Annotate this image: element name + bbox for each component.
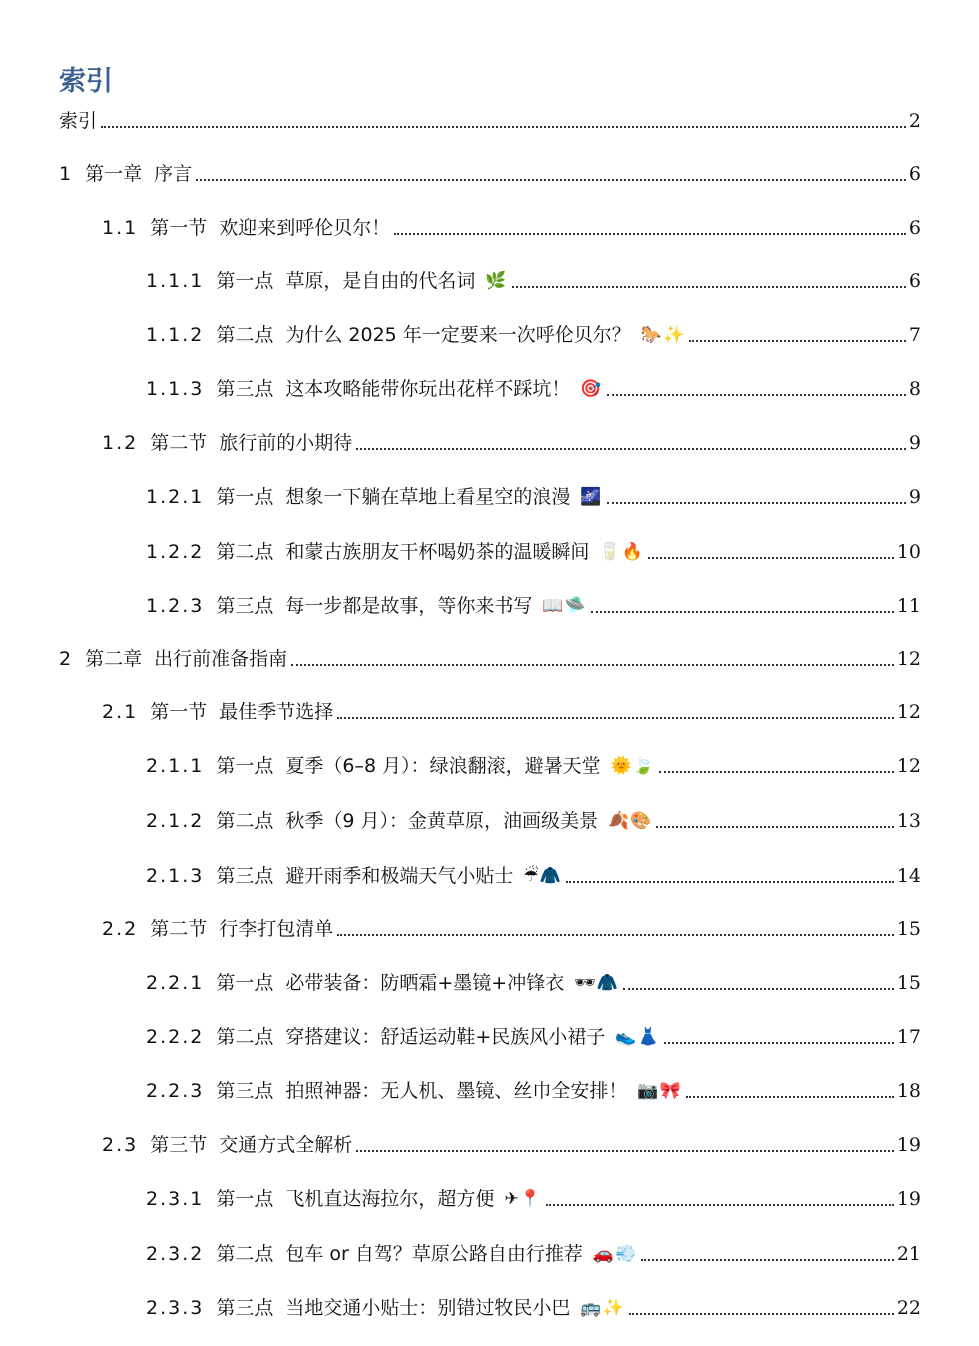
emoji-icon: 🌞🍃 <box>610 756 655 776</box>
toc-entry-title <box>146 322 685 348</box>
toc-entry-text: 序言 <box>154 163 193 185</box>
toc-entry-text: 最佳季节选择 <box>219 701 334 723</box>
toc-entry-text: 飞机直达海拉尔，超方便 <box>285 1188 495 1210</box>
toc-entry[interactable] <box>59 695 921 725</box>
dot-leader <box>656 826 893 828</box>
toc-page-number: 13 <box>896 810 921 832</box>
toc-entry-label: 第二点 <box>216 1026 274 1048</box>
toc-entry-number: 1.2.3 <box>146 595 205 617</box>
toc-entry-label: 第三点 <box>216 1080 274 1102</box>
toc-page-number: 10 <box>896 541 921 563</box>
toc-entry-text: 避开雨季和极端天气小贴士 <box>285 865 514 887</box>
toc-page-number: 14 <box>896 865 921 887</box>
toc-entry-title <box>146 1295 625 1321</box>
toc-page-number: 15 <box>896 972 921 994</box>
toc-page-number: 18 <box>896 1080 921 1102</box>
dot-leader <box>607 394 906 396</box>
toc-entry-number: 2.2.3 <box>146 1080 205 1102</box>
toc-entry-text: 当地交通小贴士：别错过牧民小巴 <box>285 1297 571 1319</box>
toc-page-number: 6 <box>908 217 921 239</box>
toc-entry[interactable] <box>59 104 921 134</box>
toc-entry-title <box>102 215 390 241</box>
toc-entry-title <box>59 161 192 187</box>
toc-entry-title <box>146 1241 637 1267</box>
emoji-icon: 🚗💨 <box>592 1244 638 1264</box>
toc-entry-title <box>146 970 619 996</box>
toc-page-number: 9 <box>908 432 921 454</box>
toc-entry-label: 第三点 <box>216 595 274 617</box>
toc-entry-label: 第一节 <box>150 217 208 239</box>
toc-entry-number: 1.2.2 <box>146 541 205 563</box>
toc-entry-text: 拍照神器：无人机、墨镜、丝巾全安排！ <box>285 1080 628 1102</box>
emoji-icon: 👟👗 <box>615 1027 660 1047</box>
toc-entry-label: 第二点 <box>216 324 274 346</box>
toc-entry[interactable] <box>59 966 921 996</box>
dot-leader <box>512 286 906 288</box>
toc-entry-text: 旅行前的小期待 <box>219 432 353 454</box>
toc-entry[interactable] <box>59 589 921 619</box>
toc-entry[interactable] <box>59 1291 921 1321</box>
toc-page-number: 6 <box>908 270 921 292</box>
toc-entry[interactable] <box>59 804 921 834</box>
toc-entry-label: 第一点 <box>216 486 274 508</box>
dot-leader <box>641 1259 894 1261</box>
toc-entry-label: 第一点 <box>216 1188 274 1210</box>
toc-entry-text: 为什么 2025 年一定要来一次呼伦贝尔？ <box>285 324 631 346</box>
toc-entry[interactable] <box>59 1074 921 1104</box>
dot-leader <box>291 664 894 666</box>
toc-page-number: 8 <box>908 378 921 400</box>
dot-leader <box>623 988 894 990</box>
toc-entry-label: 第三点 <box>216 1297 274 1319</box>
toc-entry-title <box>146 1078 682 1104</box>
toc-entry[interactable] <box>59 749 921 779</box>
toc-entry-title <box>146 484 603 510</box>
toc-entry-number: 1.1.1 <box>146 270 205 292</box>
toc-entry-number: 1.1 <box>102 217 139 239</box>
toc-entry[interactable] <box>59 1237 921 1267</box>
dot-leader <box>591 611 894 613</box>
dot-leader <box>394 233 906 235</box>
toc-entry-number: 1.1.3 <box>146 378 205 400</box>
toc-entry-label: 第二点 <box>216 1243 274 1265</box>
toc-entry[interactable] <box>59 480 921 510</box>
emoji-icon: 🎯 <box>580 379 603 399</box>
toc-page-number: 11 <box>896 595 921 617</box>
toc-entry-title <box>59 646 287 672</box>
toc-entry-label: 第三点 <box>216 865 274 887</box>
emoji-icon: ✈📍 <box>504 1189 542 1209</box>
toc-entry-title <box>102 916 333 942</box>
toc-page-number: 12 <box>896 755 921 777</box>
dot-leader <box>607 502 906 504</box>
emoji-icon: 🥛🔥 <box>599 542 644 562</box>
toc-page-number: 6 <box>908 163 921 185</box>
toc-entry-label: 第一点 <box>216 972 274 994</box>
toc-page-number: 12 <box>896 701 921 723</box>
toc-entry[interactable] <box>59 264 921 294</box>
toc-entry[interactable] <box>59 372 921 402</box>
toc-entry-text: 每一步都是故事，等你来书写 <box>285 595 533 617</box>
toc-entry-text: 包车 or 自驾？草原公路自由行推荐 <box>285 1243 583 1265</box>
dot-leader <box>659 771 894 773</box>
dot-leader <box>196 179 906 181</box>
toc-page-number: 9 <box>908 486 921 508</box>
toc-page-number: 21 <box>896 1243 921 1265</box>
dot-leader <box>689 340 906 342</box>
toc-entry-label: 第三节 <box>150 1134 208 1156</box>
dot-leader <box>686 1096 894 1098</box>
toc-entry-text: 欢迎来到呼伦贝尔！ <box>219 217 391 239</box>
dot-leader <box>337 717 894 719</box>
toc-entry[interactable] <box>59 912 921 942</box>
toc-entry-number: 2.1.1 <box>146 755 205 777</box>
toc-entry-label: 第二节 <box>150 918 208 940</box>
toc-entry-text: 穿搭建议：舒适运动鞋+民族风小裙子 <box>285 1026 606 1048</box>
toc-entry-text: 出行前准备指南 <box>154 648 288 670</box>
dot-leader <box>337 934 894 936</box>
toc-entry-label: 第一节 <box>150 701 208 723</box>
toc-entry-title <box>59 108 97 134</box>
toc-entry-text: 这本攻略能带你玩出花样不踩坑！ <box>285 378 571 400</box>
toc-entry-title <box>102 1132 352 1158</box>
toc-page-number: 19 <box>896 1188 921 1210</box>
toc-entry-text: 秋季（9 月）：金黄草原，油画级美景 <box>285 810 599 832</box>
toc-entry-title <box>146 1024 660 1050</box>
toc-page-number: 12 <box>896 648 921 670</box>
dot-leader <box>566 881 894 883</box>
dot-leader <box>546 1204 894 1206</box>
toc-entry-title <box>146 593 587 619</box>
emoji-icon: 🌌 <box>580 487 603 507</box>
dot-leader <box>664 1042 894 1044</box>
toc-entry-title <box>146 863 562 889</box>
toc-entry-label: 第一点 <box>216 270 274 292</box>
toc-entry-title <box>146 376 603 402</box>
toc-entry[interactable] <box>59 211 921 241</box>
toc-entry-text: 想象一下躺在草地上看星空的浪漫 <box>285 486 571 508</box>
toc-entry-number: 1 <box>59 163 74 185</box>
page-title: 索引 <box>59 66 113 97</box>
toc-entry-label: 第二点 <box>216 541 274 563</box>
toc-entry-number: 2.2 <box>102 918 139 940</box>
toc-page-number: 17 <box>896 1026 921 1048</box>
toc-entry-label: 第三点 <box>216 378 274 400</box>
toc-entry-text: 和蒙古族朋友干杯喝奶茶的温暖瞬间 <box>285 541 590 563</box>
dot-leader <box>648 557 894 559</box>
toc-entry-title <box>146 1186 542 1212</box>
emoji-icon: 🍂🎨 <box>608 811 653 831</box>
toc-entry-number: 2.3.3 <box>146 1297 205 1319</box>
toc-entry-text: 草原，是自由的代名词 <box>285 270 476 292</box>
toc-entry-label: 第二章 <box>85 648 143 670</box>
emoji-icon: 🕶🧥 <box>574 973 619 993</box>
toc-entry-title <box>146 539 644 565</box>
toc-entry[interactable] <box>59 426 921 456</box>
toc-entry-number: 1.1.2 <box>146 324 205 346</box>
toc-entry-label: 第一章 <box>85 163 143 185</box>
toc-entry-title <box>146 808 652 834</box>
emoji-icon: 🌿 <box>485 271 508 291</box>
toc-entry-text: 行李打包清单 <box>219 918 334 940</box>
toc-page-number: 22 <box>896 1297 921 1319</box>
toc-page-number: 2 <box>908 110 921 132</box>
toc-entry-text: 夏季（6–8 月）：绿浪翻滚，避暑天堂 <box>285 755 601 777</box>
toc-entry-number: 2.3.2 <box>146 1243 205 1265</box>
toc-entry-number: 1.2.1 <box>146 486 205 508</box>
toc-entry-title <box>102 430 352 456</box>
dot-leader <box>629 1313 894 1315</box>
toc-entry-number: 2.3.1 <box>146 1188 205 1210</box>
toc-entry-label: 第二节 <box>150 432 208 454</box>
toc-entry-number: 2.2.2 <box>146 1026 205 1048</box>
toc-entry-number: 2.1.3 <box>146 865 205 887</box>
emoji-icon: 📖🛸 <box>542 596 587 616</box>
toc-entry-number: 2 <box>59 648 74 670</box>
toc-entry[interactable] <box>59 157 921 187</box>
dot-leader <box>101 126 906 128</box>
toc-entry[interactable] <box>59 859 921 889</box>
toc-entry-title <box>102 699 333 725</box>
toc-entry-text: 索引 <box>59 110 98 132</box>
toc-page-number: 15 <box>896 918 921 940</box>
toc-page-number: 7 <box>908 324 921 346</box>
emoji-icon: 🚌✨ <box>580 1298 625 1318</box>
toc-entry[interactable] <box>59 1182 921 1212</box>
toc-entry[interactable] <box>59 642 921 672</box>
toc-entry[interactable] <box>59 1020 921 1050</box>
toc-entry-number: 1.2 <box>102 432 139 454</box>
toc-entry-title <box>146 753 655 779</box>
toc-entry-text: 必带装备：防晒霜+墨镜+冲锋衣 <box>285 972 565 994</box>
toc-entry[interactable] <box>59 1128 921 1158</box>
toc-entry[interactable] <box>59 318 921 348</box>
toc-entry[interactable] <box>59 535 921 565</box>
toc-entry-number: 2.2.1 <box>146 972 205 994</box>
dot-leader <box>356 448 906 450</box>
emoji-icon: 📷🎀 <box>637 1081 682 1101</box>
toc-entry-label: 第一点 <box>216 755 274 777</box>
toc-entry-label: 第二点 <box>216 810 274 832</box>
emoji-icon: 🐎✨ <box>640 325 686 345</box>
toc-entry-text: 交通方式全解析 <box>219 1134 353 1156</box>
toc-entry-number: 2.3 <box>102 1134 139 1156</box>
toc-entry-title <box>146 268 508 294</box>
toc-page-number: 19 <box>896 1134 921 1156</box>
toc-entry-number: 2.1.2 <box>146 810 205 832</box>
emoji-icon: ☔🧥 <box>523 866 562 886</box>
dot-leader <box>356 1150 894 1152</box>
toc-entry-number: 2.1 <box>102 701 139 723</box>
